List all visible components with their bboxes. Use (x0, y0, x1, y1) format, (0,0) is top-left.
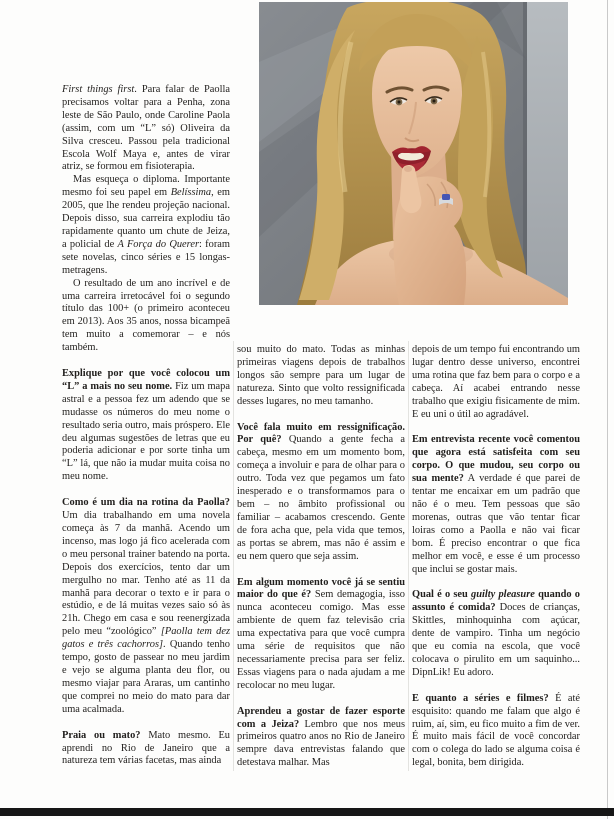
text-run: Em entrevista recente você comentou que agora está satisfeita com seu corpo. O que mudou, seu corpo ou sua mente? (412, 434, 580, 485)
text-run: Praia ou mato? (62, 729, 141, 741)
text-column-2 (237, 344, 405, 774)
paragraph (62, 278, 230, 355)
text-column-3 (412, 344, 580, 774)
text-run: Quando a gente fecha a cabeça, mesmo em um momento bom, começa a involuir e para de olhar para o outro. Toda vez que pegamos um fato inesperado e o transformamos para o bem – no âmbito profissional ou familiar – acabamos crescendo. Gente de fora acha que, pela vida que temos, as portas se abrem, mas não é assim e eu nem quero que seja assim. (237, 434, 405, 562)
question-answer (62, 368, 230, 484)
text-run: First things first (62, 84, 135, 95)
text-run: sou muito do mato. Todas as minhas primeiras viagens depois de trabalhos longos são sempre para um lugar de natureza. Sinto que volto ressignificada desses lugares, no meu tamanho. (237, 344, 405, 407)
photo-light-band (527, 2, 568, 305)
text-run: , em 2005, que lhe rendeu projeção nacional. Depois disso, sua carreira explodiu tão rapidamente quanto um chute de Jeiza, a policial de (62, 187, 230, 250)
question-answer (62, 730, 230, 769)
text-run: : foram sete novelas, cinco séries e 15 longas-metragens. (62, 238, 230, 276)
portrait-photo (259, 2, 568, 305)
text-column-1 (62, 84, 230, 776)
column-divider (233, 341, 234, 771)
text-run: Fiz um mapa astral e a pessoa fez um adendo que se mudasse os números do meu nome o resultado seria outro, mais próspero. Ele deu algumas sugestões de letras que eu poderia adicionar e por sorte tinha um “L” lá, que não ia mudar muita coisa no meu nome. (62, 380, 230, 483)
text-run: Você fala muito em ressignificação. Por quê? (237, 421, 405, 446)
text-run: . Quando tenho tempo, gosto de passear no meu jardim e vejo se alguma planta deu flor, ou mesmo viajar para Araras, um cantinho que comprei no meio do mato para dar uma acalmada. (62, 639, 230, 715)
text-run: Lembro que nos meus primeiros quatro anos no Rio de Janeiro sempre dava entrevistas falando que detestava malhar. Mas (237, 718, 405, 769)
question-answer (412, 693, 580, 770)
text-run: Mato mesmo. Eu aprendi no Rio de Janeiro que a natureza tem várias facetas, mas ainda (62, 729, 230, 767)
text-run: Como é um dia na rotina da Paolla? (62, 497, 230, 509)
question-answer (412, 434, 580, 576)
paragraph (62, 174, 230, 277)
question-answer (237, 422, 405, 564)
text-run: quando o assunto é comida? (412, 589, 580, 614)
text-run: Aprendeu a gostar de fazer esporte com a Jeiza? (237, 705, 405, 730)
text-run: Doces de crianças, Skittles, minhoquinha com açúcar, dente de vampiro. Tinha um negócio que eu comia na escola, que você colocava o pirulito em um saquinho... DipnLik! Eu adoro. (412, 602, 580, 678)
text-run: [Paolla tem dez gatos e três cachorros] (62, 626, 230, 651)
paragraph (412, 344, 580, 421)
paragraph (62, 84, 230, 174)
footer-bar (0, 808, 614, 816)
text-run: É até esquisito: quando me falam que algo é ruim, aí, sim, eu fico muito a fim de ver. É muito mais fácil de você concordar com o colega do lado se alguma coisa é legal, bonita, bem dirigida. (412, 692, 580, 769)
question-answer (62, 497, 230, 716)
text-run: A verdade é que parei de tentar me encaixar em um padrão que não é o meu. Tem pessoas que são morenas, outras que vão tentar ficar loiras como a Paolla e não vai ficar bom. É preciso encontrar o que fica melhor em você, e esse é um processo que inclui se gostar mais. (412, 473, 580, 575)
portrait-illustration (259, 2, 568, 305)
text-run: depois de um tempo fui encontrando um lugar dentro desse universo, encontrei uma rotina que faz bem para o corpo e a cabeça. Aí acabei entrando nesse trabalho que exigiu fisicamente de mim. E eu uni o útil ao agradável. (412, 344, 580, 420)
text-run: Explique por que você colocou um “L” a mais no seu nome. (62, 368, 230, 392)
text-run: . Para falar de Paolla precisamos voltar para a Penha, zona leste de São Paulo, onde Caroline Paola (assim, com um “L” só) Oliveira da Silva cresceu. Passou pela tradicional Escola Wolf Maya e, antes de virar atriz, se formou em fisioterapia. (62, 84, 230, 173)
text-run: E quanto a séries e filmes? (412, 692, 549, 704)
text-run: Em algum momento você já se sentiu maior do que é? (237, 576, 405, 601)
text-run: A Força do Querer (117, 238, 199, 250)
text-run: O resultado de um ano incrível e de uma carreira irretocável foi o segundo título das 100+ (o primeiro aconteceu em 2013). Aos 35 anos, nossa bicampeã tem muito a comemorar – e nós também. (62, 277, 230, 354)
question-answer (412, 589, 580, 679)
question-answer (237, 577, 405, 693)
page-edge-line (607, 0, 608, 819)
text-run: Um dia trabalhando em uma novela começa às 7 da manhã. Acendo um incenso, mas logo já fico acelerada com o meu personal trainer batendo na porta. Depois dos exercícios, tento dar um mergulho no mar. Tenho até as 11 da manhã para decorar o texto e ir para o estúdio, e de lá muitas vezes saio só às 21h. Chego em casa e sou reenergizada pelo meu “zoológico” (62, 510, 230, 638)
text-run: guilty pleasure (471, 589, 535, 601)
paragraph (237, 344, 405, 409)
text-run: Sem demagogia, isso nunca aconteceu comigo. Mas esse ambiente de quem faz televisão cria uma expectativa para que você cumpra uma série de requisitos que não necessariamente precisa para ser feliz. Essas viagens para o nada ajudam a me recolocar no meu lugar. (237, 589, 405, 691)
text-run: Qual é o seu (412, 589, 472, 601)
column-divider (408, 341, 409, 771)
text-run: Belíssima (170, 187, 212, 199)
ring-stone (442, 194, 450, 200)
question-answer (237, 706, 405, 771)
text-run: Mas esqueça o diploma. Importante mesmo foi seu papel em (62, 174, 230, 199)
